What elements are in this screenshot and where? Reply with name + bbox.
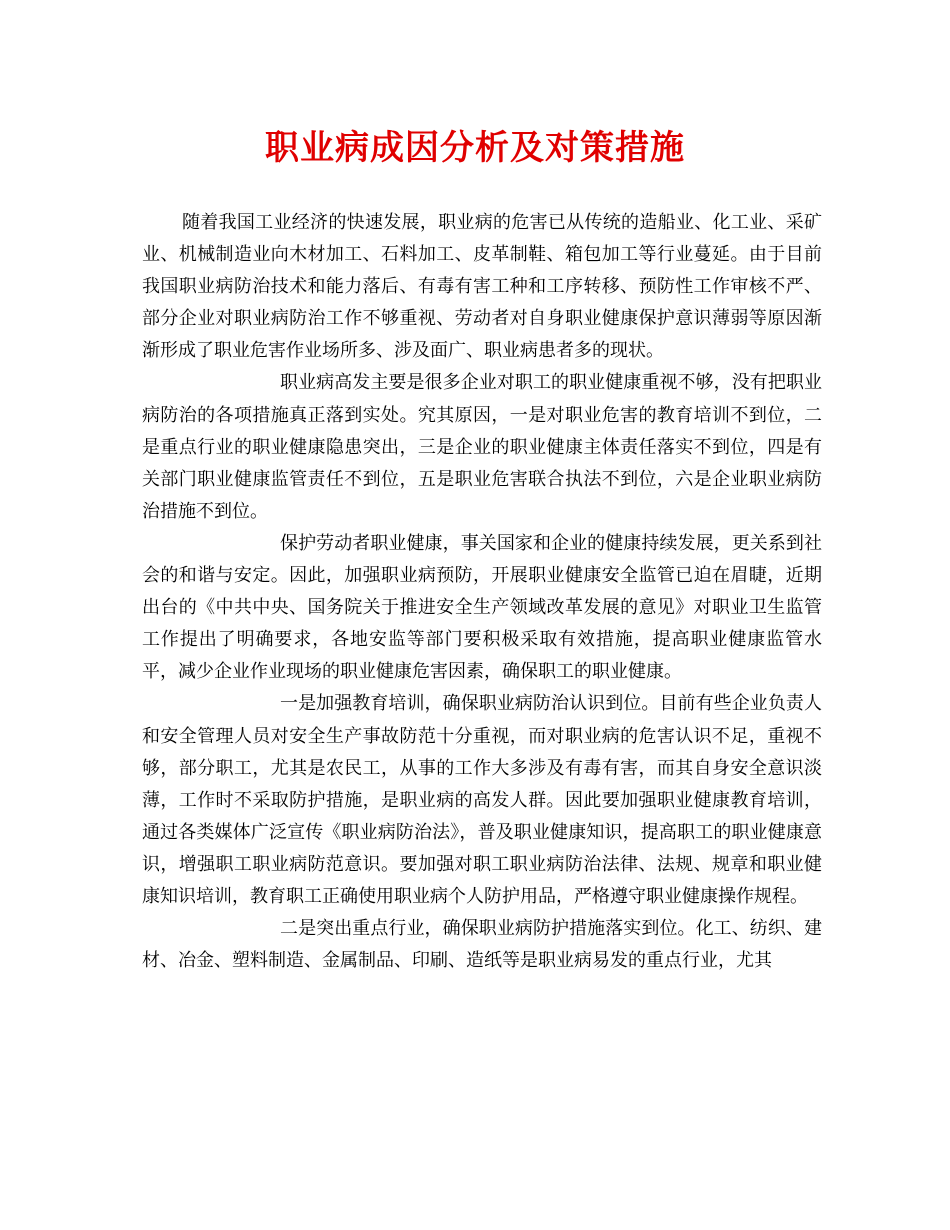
document-body	[142, 207, 822, 977]
paragraph-4: 一是加强教育培训，确保职业病防治认识到位。目前有些企业负责人和安全管理人员对安全生产事故防范十分重视，而对职业病的危害认识不足，重视不够，部分职工，尤其是农民工，从事的工作大多涉及有毒有害，而其自身安全意识淡薄，工作时不采取防护措施，是职业病的高发人群。因此要加强职业健康教育培训，通过各类媒体广泛宣传《职业病防治法》，普及职业健康知识，提高职工的职业健康意识，增强职工职业病防范意识。要加强对职工职业病防治法律、法规、规章和职业健康知识培训，教育职工正确使用职业病个人防护用品，严格遵守职业健康操作规程。	[142, 693, 822, 907]
paragraph-2: 职业病高发主要是很多企业对职工的职业健康重视不够，没有把职业病防治的各项措施真正落到实处。究其原因，一是对职业危害的教育培训不到位，二是重点行业的职业健康隐患突出，三是企业的职业健康主体责任落实不到位，四是有关部门职业健康监管责任不到位，五是职业危害联合执法不到位，六是企业职业病防治措施不到位。	[142, 372, 822, 522]
document-title: 职业病成因分析及对策措施	[265, 128, 685, 168]
paragraph-3: 保护劳动者职业健康，事关国家和企业的健康持续发展，更关系到社会的和谐与安定。因此，加强职业病预防，开展职业健康安全监管已迫在眉睫，近期出台的《中共中央、国务院关于推进安全生产领域改革发展的意见》对职业卫生监管工作提出了明确要求，各地安监等部门要积极采取有效措施，提高职业健康监管水平，减少企业作业现场的职业健康危害因素，确保职工的职业健康。	[142, 532, 822, 683]
paragraph-1: 随着我国工业经济的快速发展，职业病的危害已从传统的造船业、化工业、采矿业、机械制造业向木材加工、石料加工、皮革制鞋、箱包加工等行业蔓延。由于目前我国职业病防治技术和能力落后、有毒有害工种和工序转移、预防性工作审核不严、部分企业对职业病防治工作不够重视、劳动者对自身职业健康保护意识薄弱等原因渐渐形成了职业危害作业场所多、涉及面广、职业病患者多的现状。	[142, 212, 822, 362]
paragraph-5: 二是突出重点行业，确保职业病防护措施落实到位。化工、纺织、建材、冶金、塑料制造、金属制品、印刷、造纸等是职业病易发的重点行业，尤其	[142, 918, 822, 972]
